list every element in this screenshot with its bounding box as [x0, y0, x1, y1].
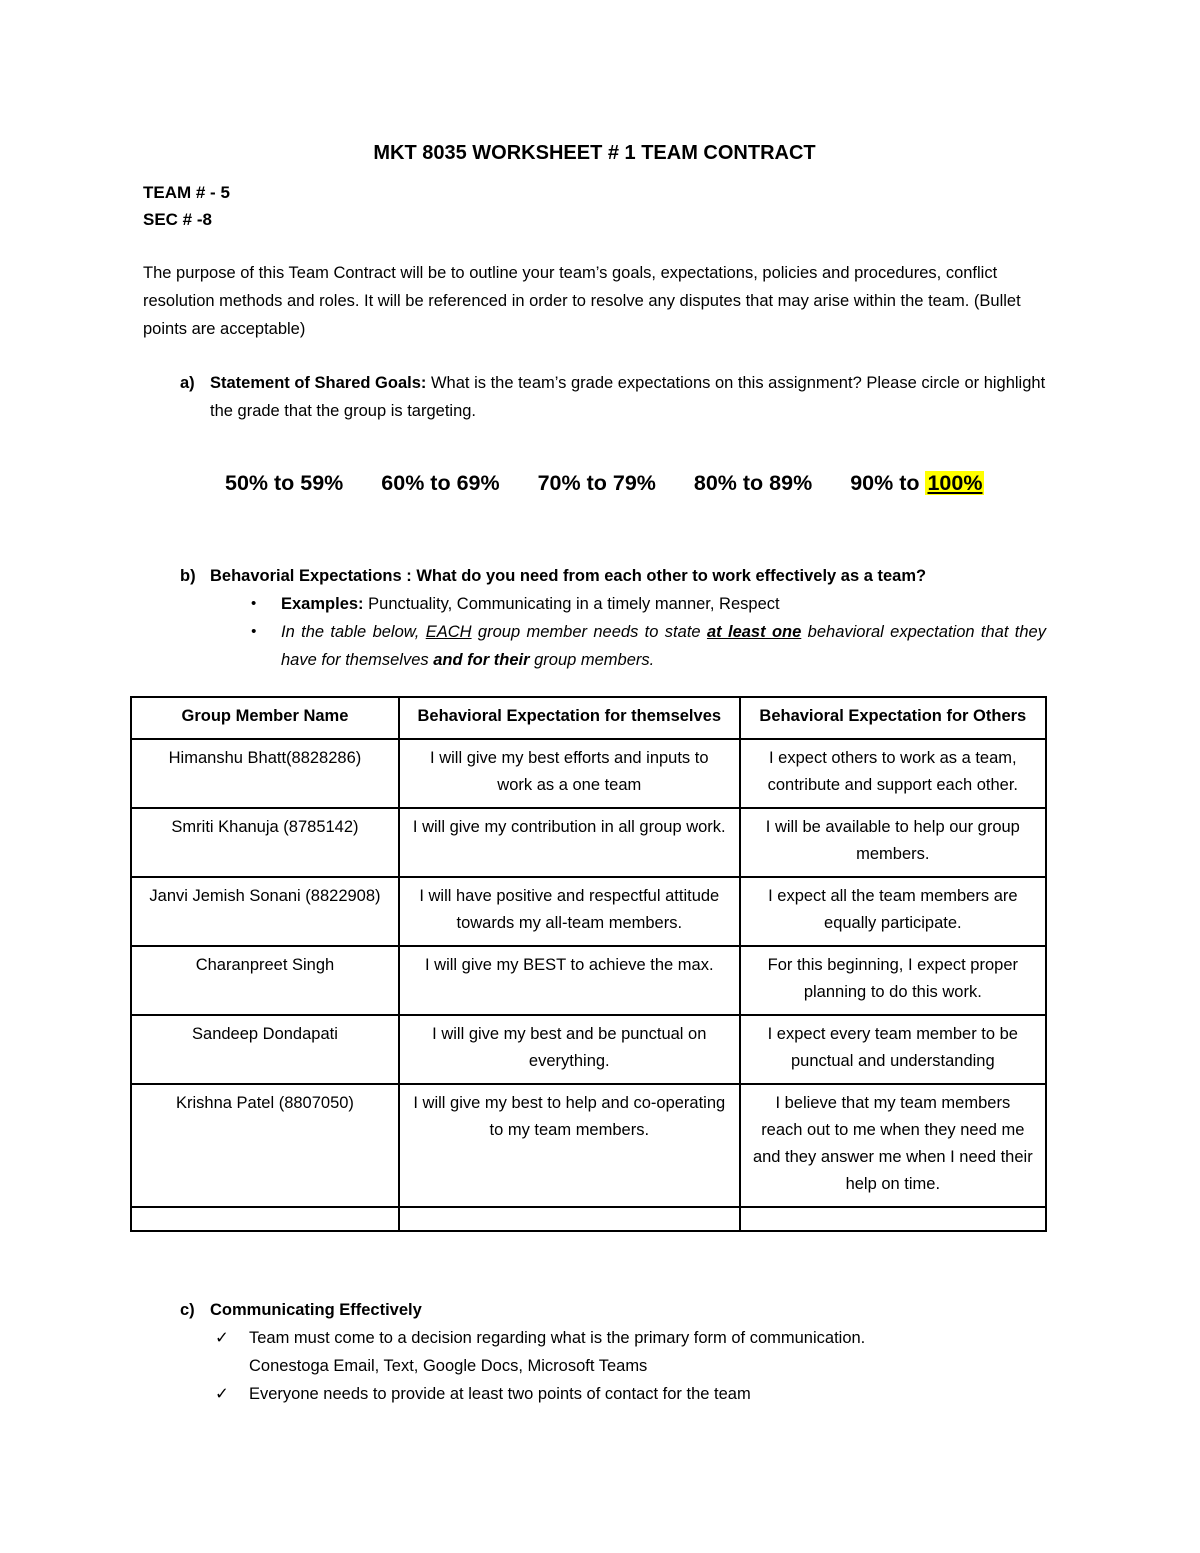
section-number-line: SEC # -8: [143, 210, 212, 229]
team-number-line: TEAM # - 5: [143, 183, 230, 202]
note-seg-each: EACH: [425, 623, 472, 641]
self-expectation-cell: [399, 1207, 740, 1231]
communication-bullet-2-text: Everyone needs to provide at least two points of contact for the team: [249, 1385, 751, 1403]
grade-option-2: 60% to 69%: [381, 471, 500, 495]
communication-bullet-1-line-2: Conestoga Email, Text, Google Docs, Microsoft Teams: [249, 1357, 648, 1375]
others-expectation-cell: [740, 1207, 1046, 1231]
self-expectation-cell: I will give my best and be punctual on everything.: [399, 1015, 740, 1084]
table-row: [131, 877, 1046, 946]
self-expectation-cell: I will give my contribution in all group work.: [399, 808, 740, 877]
bullet-icon: •: [251, 595, 257, 612]
self-expectation-cell: I will give my best to help and co-operating to my team members.: [399, 1084, 740, 1207]
table-row: [131, 1015, 1046, 1084]
communication-bullet-1-text: [249, 1324, 865, 1380]
examples-text: Punctuality, Communicating in a timely manner, Respect: [363, 595, 780, 613]
others-expectation-cell: I expect all the team members are equally participate.: [740, 877, 1046, 946]
header-expectation-self: Behavioral Expectation for themselves: [399, 697, 740, 739]
table-note-bullet: [251, 618, 1046, 674]
section-c-marker: c): [180, 1301, 195, 1319]
member-name-cell: Smriti Khanuja (8785142): [131, 808, 399, 877]
check-icon: ✓: [215, 1385, 229, 1403]
table-header-row: [131, 697, 1046, 739]
section-a-marker: a): [180, 374, 195, 392]
grade-option-5: [850, 471, 984, 495]
self-expectation-cell: I will have positive and respectful attitude towards my all-team members.: [399, 877, 740, 946]
section-a-heading: Statement of Shared Goals:: [210, 374, 427, 392]
note-seg-7: group members.: [529, 651, 655, 669]
others-expectation-cell: I will be available to help our group members.: [740, 808, 1046, 877]
note-seg-and-for-their: and for their: [433, 651, 530, 669]
section-c-heading: Communicating Effectively: [210, 1301, 422, 1319]
section-a-item: [180, 369, 1046, 425]
note-seg-at-least-one: at least one: [706, 623, 802, 641]
document-title: MKT 8035 WORKSHEET # 1 TEAM CONTRACT: [373, 142, 816, 164]
communication-bullet-1: [215, 1324, 1046, 1380]
examples-bullet-text: [281, 590, 780, 618]
note-seg-5: behavioral expectation that they have for themselves: [281, 623, 1046, 669]
section-b-heading: Behavorial Expectations : What do you need from each other to work effectively as a team?: [210, 567, 927, 585]
header-group-member-name: Group Member Name: [131, 697, 399, 739]
section-c-item: [180, 1296, 1046, 1324]
others-expectation-cell: I expect others to work as a team, contribute and support each other.: [740, 739, 1046, 808]
examples-label: Examples:: [281, 595, 364, 613]
self-expectation-cell: I will give my BEST to achieve the max.: [399, 946, 740, 1015]
table-row-empty: [131, 1207, 1046, 1231]
table-row: [131, 739, 1046, 808]
table-note-text: [281, 618, 1046, 674]
others-expectation-cell: I believe that my team members reach out to me when they need me and they answer me when I need their help on time.: [740, 1084, 1046, 1207]
member-name-cell: Sandeep Dondapati: [131, 1015, 399, 1084]
table-row: [131, 946, 1046, 1015]
others-expectation-cell: I expect every team member to be punctual and understanding: [740, 1015, 1046, 1084]
member-name-cell: Charanpreet Singh: [131, 946, 399, 1015]
member-name-cell: Janvi Jemish Sonani (8822908): [131, 877, 399, 946]
grade-option-3: 70% to 79%: [537, 471, 656, 495]
examples-bullet: [251, 590, 1046, 618]
bullet-icon: •: [251, 623, 257, 640]
member-name-cell: Himanshu Bhatt(8828286): [131, 739, 399, 808]
others-expectation-cell: For this beginning, I expect proper planning to do this work.: [740, 946, 1046, 1015]
section-a-text: What is the team’s grade expectations on this assignment? Please circle or highlight the grade that the group is targeting.: [210, 374, 1046, 420]
note-seg-1: In the table below,: [281, 623, 426, 641]
grade-option-1: 50% to 59%: [225, 471, 344, 495]
header-expectation-others: Behavioral Expectation for Others: [740, 697, 1046, 739]
members-table: [130, 696, 1047, 1232]
grade-option-5-prefix: 90% to: [850, 471, 926, 495]
note-seg-3: group member needs to state: [471, 623, 707, 641]
communication-bullet-2: [215, 1380, 1046, 1408]
table-row: [131, 1084, 1046, 1207]
communication-bullet-1-line-1: Team must come to a decision regarding what is the primary form of communication.: [249, 1329, 866, 1347]
section-a-text-block: [210, 369, 1046, 425]
check-icon: ✓: [215, 1329, 229, 1347]
self-expectation-cell: I will give my best efforts and inputs to work as a one team: [399, 739, 740, 808]
section-b-item: [180, 562, 1046, 590]
table-row: [131, 808, 1046, 877]
member-name-cell: Krishna Patel (8807050): [131, 1084, 399, 1207]
grade-option-4: 80% to 89%: [693, 471, 813, 495]
section-b-marker: b): [180, 567, 196, 585]
grade-highlighted: 100%: [927, 471, 983, 495]
grade-options-line: [225, 471, 1046, 496]
intro-paragraph: The purpose of this Team Contract will be to outline your team’s goals, expectations, policies and procedures, conflict resolution methods and roles. It will be referenced in order to resolve any disputes that may arise within the team. (Bullet points are acceptable): [143, 264, 1021, 338]
member-name-cell: [131, 1207, 399, 1231]
